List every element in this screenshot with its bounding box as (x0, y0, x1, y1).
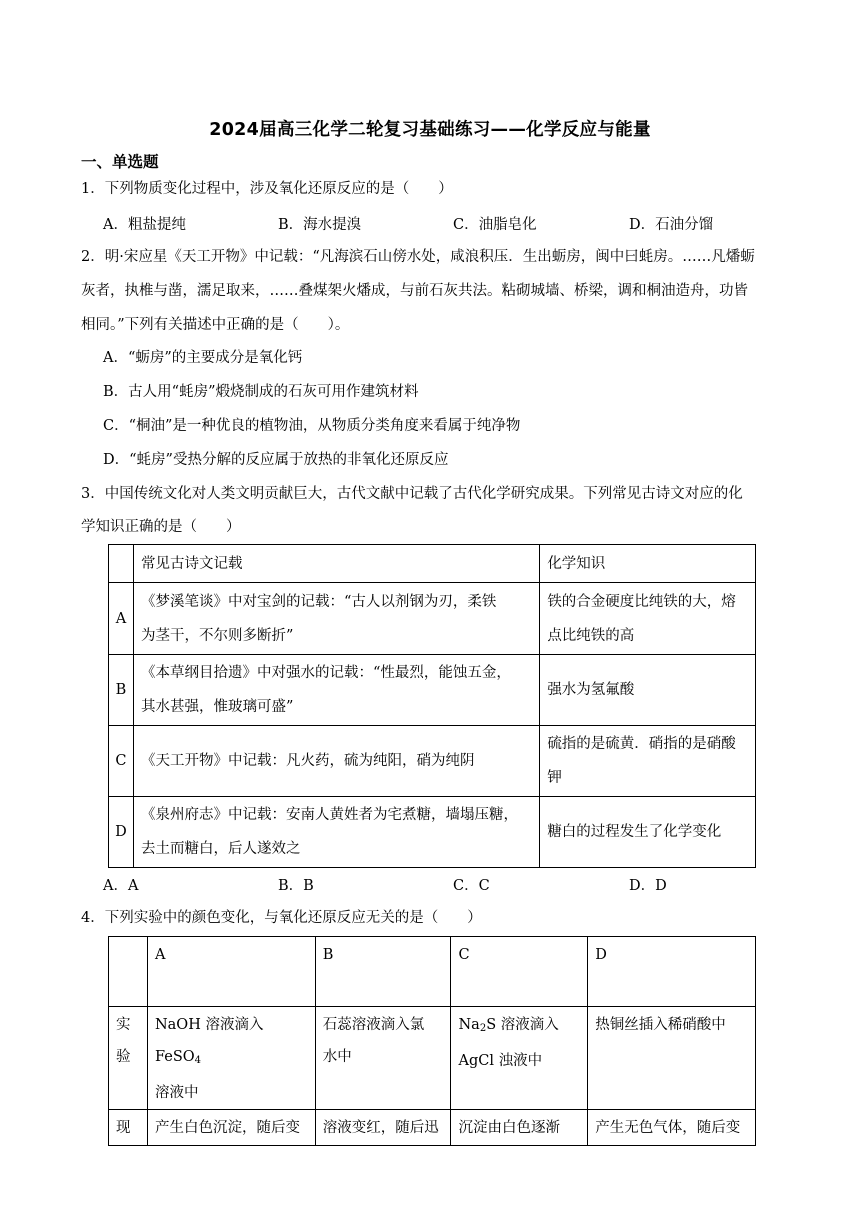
table-cell (451, 1007, 588, 1110)
q2-line-1: 2．明·宋应星《天工开物》中记载：“凡海滨石山傍水处，咸浪积压．生出蛎房，闽中曰蚝房。……凡燔蛎 (81, 249, 755, 265)
table-row (109, 726, 756, 797)
table-row (109, 655, 756, 726)
table-header-cell: 化学知识 (540, 545, 756, 583)
table-cell: 产生无色气体，随后变 (588, 1110, 756, 1146)
cell-line: 热铜丝插入稀硝酸中 (595, 1017, 726, 1033)
q1-option-d: D．石油分馏 (629, 217, 714, 233)
subscript: 2 (479, 1023, 487, 1034)
cell-line: 铁的合金硬度比纯铁的大，熔 (547, 593, 736, 610)
cell-line: 去土而糖白，后人遂效之 (140, 841, 301, 857)
table-row (109, 583, 756, 655)
q4-stem: 4．下列实验中的颜色变化，与氧化还原反应无关的是（ ） (81, 910, 482, 926)
table-header-cell: D (588, 937, 756, 1007)
table-header-cell: A (147, 937, 315, 1007)
q3-option-c: C．C (453, 878, 490, 894)
q3-option-b: B．B (278, 878, 314, 894)
cell-line: 水中 (322, 1049, 352, 1065)
q2-option-c: C．“桐油”是一种优良的植物油，从物质分类角度来看属于纯净物 (103, 418, 521, 434)
q2-option-b: B．古人用“蚝房”煅烧制成的石灰可用作建筑材料 (103, 384, 419, 400)
q1-stem: 1．下列物质变化过程中，涉及氧化还原反应的是（ ） (81, 181, 453, 197)
subscript: 4 (194, 1055, 202, 1066)
row-letter: D (109, 797, 134, 868)
q4-table (108, 936, 756, 1146)
table-cell (315, 1007, 451, 1110)
table-cell (540, 583, 756, 655)
table-cell: 沉淀由白色逐渐 (451, 1110, 588, 1146)
cell-line: 实 (116, 1017, 131, 1033)
table-cell (133, 797, 539, 868)
page-title: 2024届高三化学二轮复习基础练习——化学反应与能量 (209, 120, 651, 140)
row-letter: C (109, 726, 134, 797)
row-letter: A (109, 583, 134, 655)
table-header-cell: C (451, 937, 588, 1007)
cell-line: 《天工开物》中记载：凡火药，硫为纯阳，硝为纯阴 (140, 753, 475, 769)
section-heading: 一、单选题 (81, 153, 159, 171)
cell-line: 《梦溪笔谈》中对宝剑的记载：“古人以剂钢为刃，柔铁 (140, 593, 497, 610)
table-header-cell: 常见古诗文记载 (133, 545, 539, 583)
cell-line: 点比纯铁的高 (547, 627, 635, 644)
row-letter: B (109, 655, 134, 726)
cell-line: AgCl 浊液中 (458, 1053, 543, 1069)
q2-option-a: A．“蛎房”的主要成分是氧化钙 (103, 350, 303, 366)
cell-text: Na (458, 1017, 480, 1033)
q3-options (103, 874, 823, 894)
cell-text: S 溶液滴入 (486, 1017, 559, 1033)
cell-line: 强水为氢氟酸 (547, 682, 635, 698)
table-header-row (109, 937, 756, 1007)
table-header-cell (109, 545, 134, 583)
table-cell (147, 1007, 315, 1110)
table-header-row (109, 545, 756, 583)
cell-line (155, 1009, 308, 1077)
table-row (109, 1007, 756, 1110)
q3-line-2: 学知识正确的是（ ） (81, 519, 241, 535)
q1-option-b: B．海水提溴 (278, 217, 362, 233)
cell-line: 《本草纲目拾遗》中对强水的记载：“性最烈，能蚀五金， (140, 665, 511, 681)
cell-line: 为茎干，不尔则多断折” (140, 627, 294, 644)
table-row (109, 1110, 756, 1146)
cell-line: 其水甚强，惟玻璃可盛” (140, 699, 294, 715)
cell-line: 硫指的是硫黄．硝指的是硝酸 (547, 736, 736, 752)
cell-line: 钾 (547, 770, 562, 786)
q1-options (103, 213, 823, 233)
table-cell (540, 726, 756, 797)
table-header-cell: B (315, 937, 451, 1007)
q2-line-3: 相同。”下列有关描述中正确的是（ ）。 (81, 317, 350, 333)
q2-line-2: 灰者，执椎与凿，濡足取来，……叠煤架火燔成，与前石灰共法。粘砌城墙、桥梁，调和桐油造舟，功皆 (81, 283, 748, 299)
table-header-cell (109, 937, 148, 1007)
q1-option-a: A．粗盐提纯 (103, 217, 186, 233)
table-row (109, 797, 756, 868)
q3-option-a: A．A (103, 878, 139, 894)
table-cell (540, 655, 756, 726)
cell-text: NaOH 溶液滴入 FeSO (154, 1017, 264, 1065)
cell-line: 《泉州府志》中记载：安南人黄姓者为宅煮糖，墙塌压糖， (140, 807, 518, 823)
table-cell (133, 583, 539, 655)
q3-line-1: 3．中国传统文化对人类文明贡献巨大，古代文献中记载了古代化学研究成果。下列常见古诗文对应的化 (81, 486, 743, 502)
row-label: 现 (109, 1110, 148, 1146)
table-cell: 溶液变红，随后迅 (315, 1110, 451, 1146)
cell-line (458, 1009, 580, 1045)
cell-line: 糖白的过程发生了化学变化 (547, 824, 722, 840)
q1-option-c: C．油脂皂化 (453, 217, 537, 233)
q3-option-d: D．D (629, 878, 667, 894)
table-cell (540, 797, 756, 868)
table-cell: 产生白色沉淀，随后变 (147, 1110, 315, 1146)
cell-line: 石蕊溶液滴入氯 (322, 1017, 425, 1033)
cell-line: 验 (116, 1049, 131, 1065)
cell-line: 溶液中 (154, 1085, 199, 1101)
table-cell (588, 1007, 756, 1110)
table-cell (133, 726, 539, 797)
row-label (109, 1007, 148, 1110)
q2-option-d: D．“蚝房”受热分解的反应属于放热的非氧化还原反应 (103, 452, 449, 468)
table-cell (133, 655, 539, 726)
q3-table (108, 544, 756, 868)
